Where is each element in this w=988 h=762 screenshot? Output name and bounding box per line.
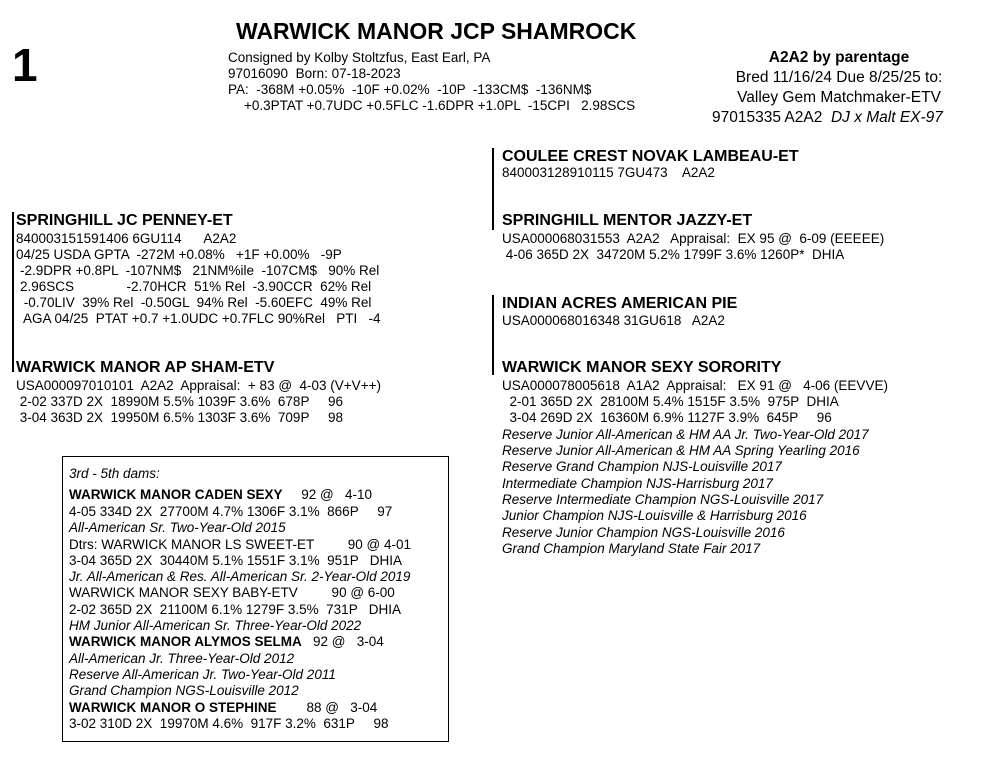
dam-3rd-score: 92 @ 4-10 <box>282 487 373 502</box>
dam-dam-name: WARWICK MANOR SEXY SORORITY <box>502 359 782 376</box>
dam-4th-row <box>69 634 384 650</box>
sire-sire-line-1: 840003128910115 7GU473 A2A2 <box>502 165 715 180</box>
dams-box-line: 2-02 365D 2X 21100M 6.1% 1279F 3.5% 731P DHIA <box>69 602 401 617</box>
dam-line-3: 3-04 363D 2X 19950M 6.5% 1303F 3.6% 709P 98 <box>16 410 343 425</box>
sire-dam-line-1: USA000068031553 A2A2 Appraisal: EX 95 @ 6-09 (EEEEE) <box>502 231 885 246</box>
bred-due-date: Bred 11/16/24 Due 8/25/25 to: <box>735 69 943 86</box>
sire-name: SPRINGHILL JC PENNEY-ET <box>16 212 233 229</box>
dam-line-1: USA000097010101 A2A2 Appraisal: + 83 @ 4-03 (V+V++) <box>16 378 381 393</box>
dam-dam-honor: Reserve Junior All-American & HM AA Jr. Two-Year-Old 2017 <box>502 427 869 442</box>
sire-line-6: AGA 04/25 PTAT +0.7 +1.0UDC +0.7FLC 90%Rel PTI -4 <box>20 311 381 326</box>
service-sire: Valley Gem Matchmaker-ETV <box>737 89 941 106</box>
animal-title: WARWICK MANOR JCP SHAMROCK <box>236 18 637 44</box>
sire-line-2: 04/25 USDA GPTA -272M +0.08% +1F +0.00% -9P <box>16 247 342 262</box>
sire-line-3: -2.9DPR +0.8PL -107NM$ 21NM%ile -107CM$ 90% Rel <box>20 263 380 278</box>
service-sire-pedigree: DJ x Malt EX-97 <box>830 109 943 126</box>
dam-dam-honor: Reserve Junior All-American & HM AA Spring Yearling 2016 <box>502 443 860 458</box>
dams-box-honor: All-American Sr. Two-Year-Old 2015 <box>69 520 286 535</box>
dam-line-2: 2-02 337D 2X 18990M 5.5% 1039F 3.6% 678P 96 <box>16 394 343 409</box>
dams-box-honor: Reserve All-American Jr. Two-Year-Old 2011 <box>69 667 336 682</box>
dams-box-line: 4-05 334D 2X 27700M 4.7% 1306F 3.1% 866P 97 <box>69 504 393 519</box>
sire-bracket-line <box>12 212 14 372</box>
sire-line-1: 840003151591406 6GU114 A2A2 <box>16 231 237 246</box>
service-sire-details <box>712 108 943 128</box>
lot-number: 1 <box>12 39 38 91</box>
dam-dam-honor: Reserve Intermediate Champion NGS-Louisville 2017 <box>502 492 824 507</box>
sire-sire-bracket-line <box>492 148 494 230</box>
dam-dam-honor: Junior Champion NJS-Louisville & Harrisburg 2016 <box>502 508 807 523</box>
dam-dam-honor: Reserve Junior Champion NGS-Louisville 2016 <box>502 525 785 540</box>
sire-line-4: 2.96SCS -2.70HCR 51% Rel -3.90CCR 62% Rel <box>20 279 372 294</box>
sire-dam-line-2: 4-06 365D 2X 34720M 5.2% 1799F 3.6% 1260P* DHIA <box>502 247 845 262</box>
registration-born: 97016090 Born: 07-18-2023 <box>228 66 401 81</box>
dam-dam-line-1: USA000078005618 A1A2 Appraisal: EX 91 @ 4-06 (EEVVE) <box>502 378 888 393</box>
dam-dam-honor: Grand Champion Maryland State Fair 2017 <box>502 541 761 556</box>
dam-sire-bracket-line <box>492 295 494 375</box>
dam-dam-line-2: 2-01 365D 2X 28100M 5.4% 1515F 3.5% 975P DHIA <box>502 394 839 409</box>
dams-box-honor: HM Junior All-American Sr. Three-Year-Old 2022 <box>69 618 362 633</box>
dam-sire-line-1: USA000068016348 31GU618 A2A2 <box>502 313 725 328</box>
dam-dam-honor: Intermediate Champion NJS-Harrisburg 2017 <box>502 476 773 491</box>
sire-dam-name: SPRINGHILL MENTOR JAZZY-ET <box>502 212 753 229</box>
dam-5th-row <box>69 700 377 716</box>
consigned-by: Consigned by Kolby Stoltzfus, East Earl, PA <box>228 50 491 65</box>
dams-box-line: WARWICK MANOR SEXY BABY-ETV 90 @ 6-00 <box>69 585 395 600</box>
pa-line-1: PA: -368M +0.05% -10F +0.02% -10P -133CM$ -136NM$ <box>228 82 592 97</box>
dam-4th-score: 92 @ 3-04 <box>301 634 384 649</box>
sire-line-5: -0.70LIV 39% Rel -0.50GL 94% Rel -5.60EFC 49% Rel <box>20 295 372 310</box>
dam-sire-name: INDIAN ACRES AMERICAN PIE <box>502 295 738 312</box>
dam-name: WARWICK MANOR AP SHAM-ETV <box>16 359 275 376</box>
dam-dam-line-3: 3-04 269D 2X 16360M 6.9% 1127F 3.9% 645P 96 <box>502 410 832 425</box>
dams-box-heading: 3rd - 5th dams: <box>69 466 160 481</box>
dam-5th-name: WARWICK MANOR O STEPHINE <box>69 700 277 715</box>
dams-box-line: 3-04 365D 2X 30440M 5.1% 1551F 3.1% 951P DHIA <box>69 553 402 568</box>
dams-box-honor: Grand Champion NGS-Louisville 2012 <box>69 683 299 698</box>
dam-4th-name: WARWICK MANOR ALYMOS SELMA <box>69 634 302 649</box>
dam-dam-honor: Reserve Grand Champion NJS-Louisville 2017 <box>502 459 782 474</box>
dams-box-line: 3-02 310D 2X 19970M 4.6% 917F 3.2% 631P 98 <box>69 716 389 731</box>
pa-line-2: +0.3PTAT +0.7UDC +0.5FLC -1.6DPR +1.0PL -15CPI 2.98SCS <box>244 98 636 113</box>
dam-5th-score: 88 @ 3-04 <box>276 700 378 715</box>
genotype-parentage: A2A2 by parentage <box>768 49 910 66</box>
service-sire-reg: 97015335 A2A2 <box>712 109 831 126</box>
dams-box-honor: Jr. All-American & Res. All-American Sr. 2-Year-Old 2019 <box>69 569 411 584</box>
sire-sire-name: COULEE CREST NOVAK LAMBEAU-ET <box>502 148 799 165</box>
dams-box-honor: All-American Jr. Three-Year-Old 2012 <box>69 651 295 666</box>
dams-box-line: Dtrs: WARWICK MANOR LS SWEET-ET 90 @ 4-01 <box>69 537 412 552</box>
dam-3rd-row <box>69 487 372 503</box>
dam-3rd-name: WARWICK MANOR CADEN SEXY <box>69 487 283 502</box>
